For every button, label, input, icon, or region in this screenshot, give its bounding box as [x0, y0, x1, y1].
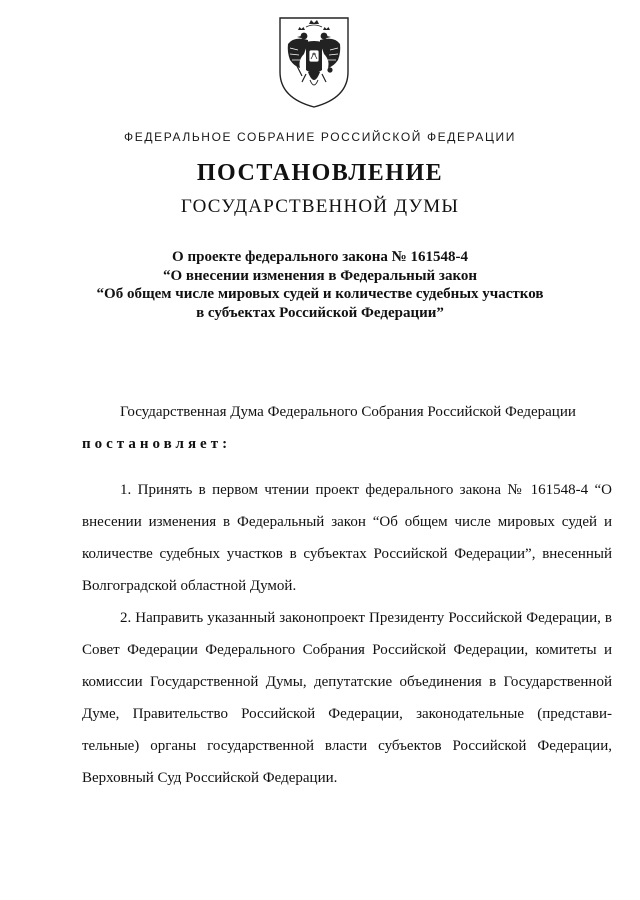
decision-item-2: 2. Направить указанный законопроект Президенту Российской Федерации, в Совет Федерации Федерального Собрания Российской Федерации, комитеты и комиссии Государственной Думы, депутатские объединения в Государственной Думе, Правительство Российской Федерации, законодательные (представи-тельные) органы государственной власти субъектов Российской Федерации, Верховный Суд Российской Федерации.	[82, 610, 612, 786]
issuing-body: ГОСУДАРСТВЕННОЙ ДУМЫ	[180, 196, 460, 217]
document-type-title: ПОСТАНОВЛЕНИЕ	[196, 160, 444, 186]
subject-line: в субъектах Российской Федерации”	[196, 304, 444, 321]
document-subject	[60, 248, 580, 322]
intro-paragraph: Государственная Дума Федерального Собрания Российской Федерации	[120, 404, 576, 420]
spacer	[82, 460, 612, 474]
document-body	[82, 396, 612, 794]
subject-line: О проекте федерального закона № 161548-4	[172, 249, 468, 265]
subject-line: “О внесении изменения в Федеральный закон	[162, 267, 478, 284]
assembly-name: ФЕДЕРАЛЬНОЕ СОБРАНИЕ РОССИЙСКОЙ ФЕДЕРАЦИИ	[124, 130, 516, 144]
decision-item-1: 1. Принять в первом чтении проект федерального закона № 161548-4 “О внесении изменения в Федеральный закон “Об общем числе мировых судей и количестве судебных участков в субъектах Российской Федерации”, внесенный Волгоградской областной Думой.	[82, 482, 612, 594]
decrees-word: постановляет:	[82, 436, 232, 452]
subject-line: “Об общем числе мировых судей и количестве судебных участков	[96, 286, 544, 302]
coat-of-arms-icon	[276, 14, 352, 110]
